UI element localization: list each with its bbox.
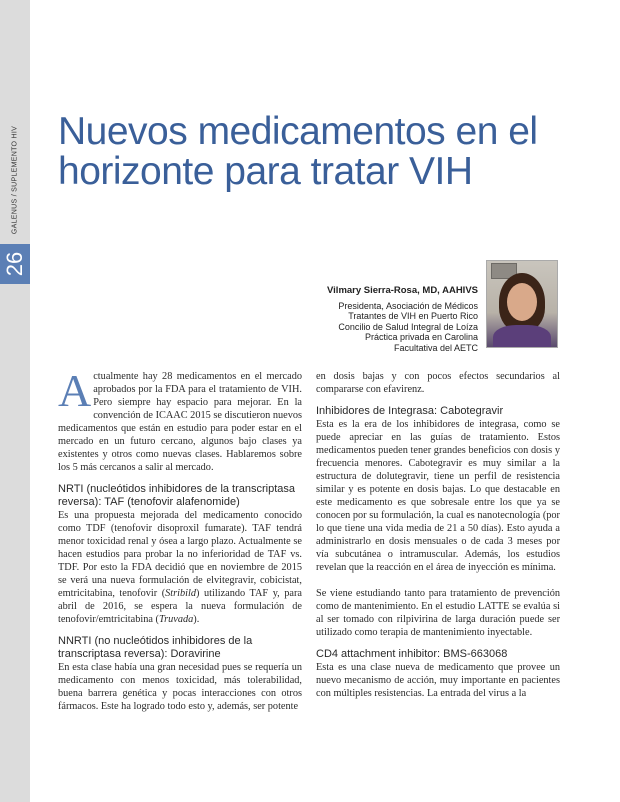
left-column xyxy=(58,365,302,713)
side-strip xyxy=(0,0,30,802)
paragraph-integrase: Esta es la era de los inhibidores de integrasa, como se puede apreciar en las guías de tratamiento. Estos medicamentos pueden tener grandes beneficios con dosis y frecuencia menores. Cabotegravir es muy similar a la estructura de dolutegravir, tiene un perfil de resistencia similar y es potente en dosis bajas. Lo que destacable en este medicamento es que sobresale entre los que ya se conocen por su formulación, la cual es nanotecnología (por lo que tiene una vida media de 21 a 50 días). Esto ayuda a administrarlo en dosis mensuales o de cada 3 meses por vía subcutánea o intramuscular. Además, los estudios revelan que la reacción en el área de inyección es mínima. xyxy=(316,419,560,573)
heading-cd4: CD4 attachment inhibitor: BMS-663068 xyxy=(316,648,508,660)
intro-text: ctualmente hay 28 medicamentos en el mercado aprobados por la FDA para el tratamiento de VIH. Pero siempre hay espacio para mejorar. En la convención de ICAAC 2015 se discutieron nuevos medicamentos que están en estudio para poder estar en el mercado en un futuro cercano, algunos bajo clases ya existentes y otros como nuevas clases. Hablaremos sobre los 5 más cercanos a salir al mercado. xyxy=(58,371,302,473)
running-head: GALENUS / SUPLEMENTO HIV xyxy=(11,125,19,235)
nrti-text-b: ) utilizando TAF y, para abril de 2016, se espera la nueva formulación de tenofovir/emtricitabina ( xyxy=(58,588,302,625)
author-photo xyxy=(486,260,558,348)
photo-face xyxy=(507,283,537,321)
page-number: 26 xyxy=(2,251,27,277)
article-title: Nuevos medicamentos en el horizonte para tratar VIH xyxy=(58,110,538,193)
paragraph-nnrti: En esta clase había una gran necesidad pues se requería un medicamento con menos toxicidad, más tolerabilidad, buena barrera genética y pocas interacciones con otros fármacos. Este ha logrado todo esto y, además, ser potente xyxy=(58,662,302,712)
heading-nrti: NRTI (nucleótidos inhibidores de la transcriptasa reversa): TAF (tenofovir alafenomide) xyxy=(58,483,296,508)
paragraph-cd4: Esta es una clase nueva de medicamento que provee un nuevo mecanismo de acción, muy importante en pacientes con múltiples resistencias. La entrada del virus a la xyxy=(316,662,560,699)
heading-nnrti: NNRTI (no nucleótidos inhibidores de la transcriptasa reversa): Doravirine xyxy=(58,635,253,660)
author-affiliation: Tratantes de VIH en Puerto Rico xyxy=(348,311,478,321)
author-affiliation: Concilio de Salud Integral de Loíza xyxy=(338,321,478,332)
author-name: Vilmary Sierra-Rosa, MD, AAHIVS xyxy=(327,285,478,296)
drop-cap: A xyxy=(58,365,92,416)
paragraph-prevention: Se viene estudiando tanto para tratamiento de prevención como de mantenimiento. En el estudio LATTE se evalúa si al ser tomado con rilpivirina de larga duración puede ser utilizado como terapia de mantenimiento inyectable. xyxy=(316,588,560,638)
heading-integrase: Inhibidores de Integrasa: Cabotegravir xyxy=(316,405,504,417)
author-block xyxy=(290,286,478,353)
author-affiliation: Presidenta, Asociación de Médicos xyxy=(338,300,478,311)
nrti-text-a: Es una propuesta mejorada del medicamento conocido como TDF (tenofovir disoproxil fumarate). TAF tendrá menor toxicidad renal y ósea a largo plazo. Actualmente se hacen estudios para probar la no inferioridad de TAF vs. TDF. Por esto la FDA decidió que en noviembre de 2015 se verá una nueva formulación de elvitegravir, cobicistat, emtricitabina, tenofovir ( xyxy=(58,510,302,599)
intro-paragraph xyxy=(58,365,302,474)
stribild-italic: Stribild xyxy=(165,588,197,599)
photo-shirt xyxy=(493,325,551,348)
paragraph-continuation: en dosis bajas y con pocos efectos secundarios al compararse con efavirenz. xyxy=(316,371,560,395)
author-affiliation: Práctica privada en Carolina xyxy=(364,332,478,342)
author-affiliation: Facultativa del AETC xyxy=(393,342,478,353)
right-column xyxy=(316,370,560,700)
nrti-text-c: ). xyxy=(193,614,200,625)
truvada-italic: Truvada xyxy=(158,614,194,625)
paragraph-nrti xyxy=(58,509,302,626)
